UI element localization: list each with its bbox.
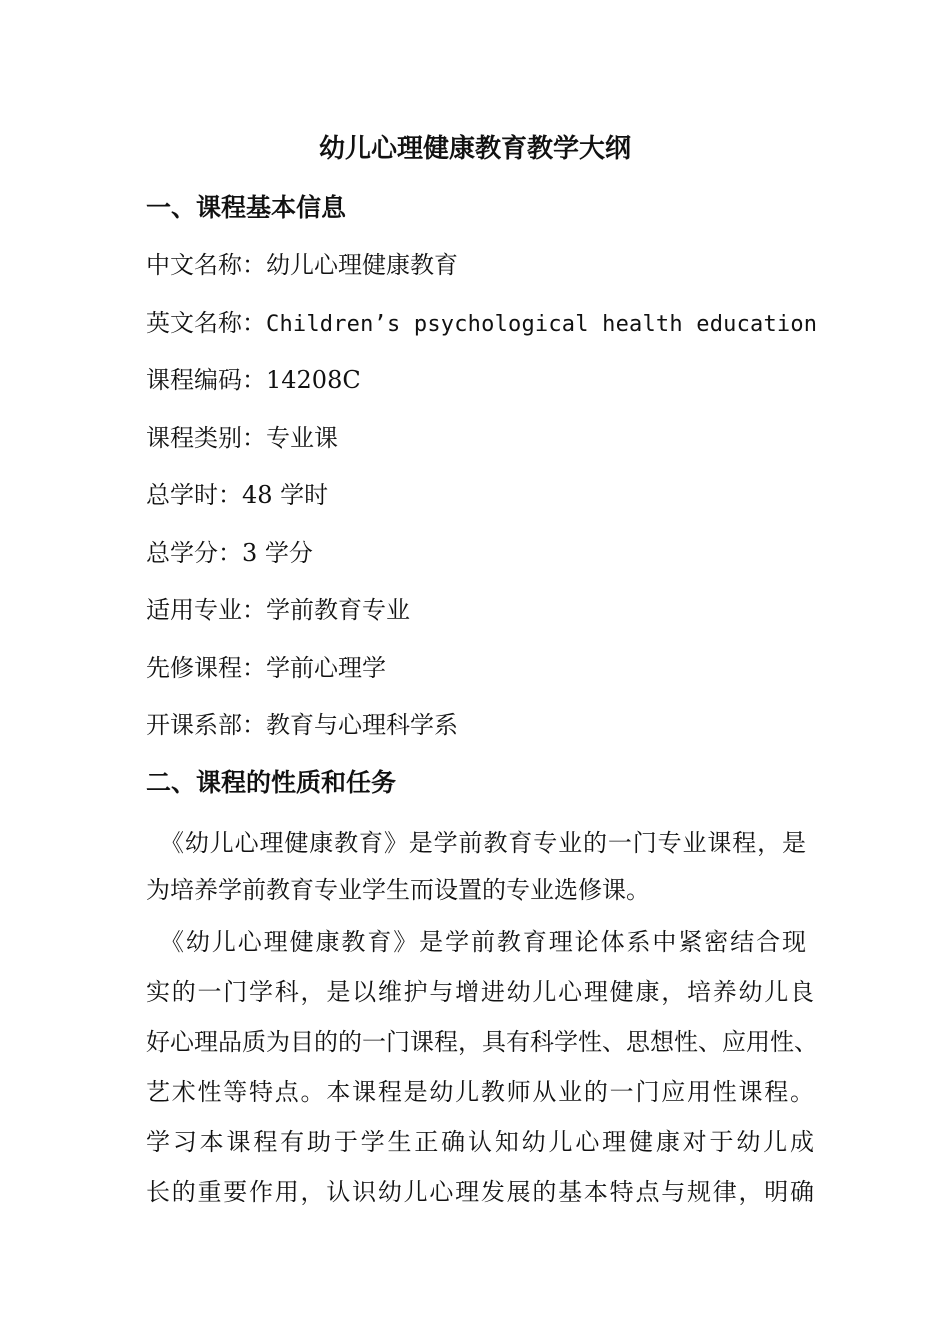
paragraph-line: 学习本课程有助于学生正确认知幼儿心理健康对于幼儿成 [146,1128,814,1156]
document-title: 幼儿心理健康教育教学大纲 [318,134,631,164]
info-label: 课程编码： [146,366,266,394]
info-course-category [146,420,338,456]
info-label: 总学时： [146,481,242,509]
info-value: 教育与心理科学系 [266,711,458,739]
info-value: 学前教育专业 [266,596,410,624]
paragraph-line: 《幼儿心理健康教育》是学前教育理论体系中紧密结合现 [160,928,806,956]
paragraph-line: 长的重要作用，认识幼儿心理发展的基本特点与规律，明确 [146,1178,814,1206]
info-label: 英文名称： [146,309,266,337]
info-value: 学前心理学 [266,654,386,682]
paragraph-line: 实的一门学科，是以维护与增进幼儿心理健康，培养幼儿良 [146,978,814,1006]
info-label: 先修课程： [146,654,266,682]
info-value: 14208C [266,366,361,394]
section-heading-basic-info: 一、课程基本信息 [146,193,347,222]
info-applicable-major [146,592,410,628]
info-english-name [146,305,817,343]
info-label: 课程类别： [146,424,266,452]
info-course-code [146,362,361,398]
info-label: 总学分： [146,539,242,567]
info-value: 48 学时 [242,481,329,509]
info-total-hours [146,477,328,513]
info-value: 幼儿心理健康教育 [266,251,458,279]
info-chinese-name [146,247,458,283]
paragraph-line: 艺术性等特点。本课程是幼儿教师从业的一门应用性课程。 [146,1078,814,1106]
paragraph-line: 好心理品质为目的的一门课程，具有科学性、思想性、应用性、 [146,1028,818,1056]
info-value: 3 学分 [242,539,313,567]
info-label: 中文名称： [146,251,266,279]
paragraph-line: 为培养学前教育专业学生而设置的专业选修课。 [146,876,650,904]
info-label: 开课系部： [146,711,266,739]
paragraph-line: 《幼儿心理健康教育》是学前教育专业的一门专业课程，是 [160,829,806,857]
info-value: Children’s psychological health education [266,312,818,337]
info-label: 适用专业： [146,596,266,624]
info-total-credits [146,535,313,571]
info-value: 专业课 [266,424,338,452]
section-heading-nature-tasks: 二、课程的性质和任务 [146,768,397,797]
info-department [146,707,458,743]
info-prerequisite [146,650,386,686]
